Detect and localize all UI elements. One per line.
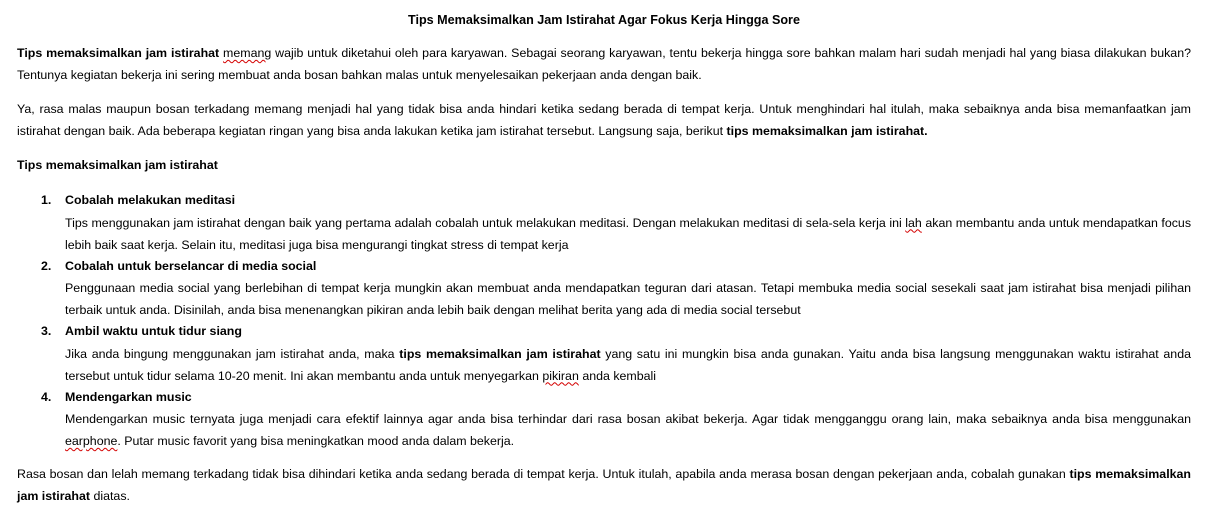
closing-text: Rasa bosan dan lelah memang terkadang tidak bisa dihindari ketika anda sedang berada di tempat kerja. Untuk itulah, apabila anda merasa bosan dengan pekerjaan anda, cobalah gunakan <box>17 467 1066 481</box>
list-item <box>41 321 1191 387</box>
list-item-title: Cobalah untuk berselancar di media social <box>65 258 317 273</box>
list-item-text: Jika anda bingung menggunakan jam istirahat anda, maka <box>65 346 395 361</box>
second-paragraph <box>17 99 1191 142</box>
list-item-number: 3. <box>41 324 52 338</box>
second-paragraph-text: Ya, rasa malas maupun bosan terkadang memang menjadi hal yang tidak bisa anda hindari ketika sedang berada di tempat kerja. Untuk menghindari hal itulah, maka sebaiknya anda bisa memanfaatkan jam istirahat dengan baik. Ada beberapa kegiatan ringan yang bisa anda lakukan ketika jam istirahat tersebut. Langsung saja, berikut <box>17 102 1191 138</box>
list-item-text: Mendengarkan music ternyata juga menjadi cara efektif lainnya agar anda bisa terhindar dari rasa bosan akibat bekerja. Agar tidak mengganggu orang lain, maka sebaiknya anda bisa menggunakan <box>65 412 1191 426</box>
document-title: Tips Memaksimalkan Jam Istirahat Agar Fokus Kerja Hingga Sore <box>408 13 800 27</box>
list-item-body: Penggunaan media social yang berlebihan di tempat kerja mungkin akan membuat anda mendapatkan teguran dari atasan. Tetapi membuka media social sesekali saat jam istirahat bisa menjadi pilihan terbaik untuk anda. Disinilah, anda bisa menenangkan pikiran anda lebih baik dengan melihat berita yang ada di media social tersebut <box>65 281 1191 317</box>
tips-list <box>17 190 1191 452</box>
list-item-body <box>65 212 1191 256</box>
closing-paragraph <box>17 464 1191 507</box>
list-item <box>41 256 1191 322</box>
list-item-text: akan membantu anda untuk mendapatkan focus lebih baik saat kerja. Selain itu, meditasi juga bisa mengurangi tingkat stress di tempat kerja <box>65 215 1192 252</box>
list-item <box>41 190 1192 256</box>
section-heading: Tips memaksimalkan jam istirahat <box>17 158 218 172</box>
list-item-body <box>65 343 1191 387</box>
list-item-text: anda kembali <box>582 368 657 383</box>
spellcheck-word[interactable]: memang <box>223 46 272 60</box>
list-item-title: Cobalah melakukan meditasi <box>65 193 236 207</box>
list-item-number: 2. <box>41 258 52 273</box>
list-item-title: Ambil waktu untuk tidur siang <box>65 324 242 338</box>
list-item <box>41 387 1191 453</box>
list-item-title: Mendengarkan music <box>65 389 192 404</box>
list-item-text: . Putar music favorit yang bisa meningkatkan mood anda dalam bekerja. <box>117 434 515 448</box>
intro-paragraph <box>17 43 1191 86</box>
list-item-body <box>65 408 1191 452</box>
list-item-text: Tips menggunakan jam istirahat dengan baik yang pertama adalah cobalah untuk melakukan meditasi. Dengan melakukan meditasi di sela-sela kerja ini <box>65 215 902 230</box>
list-item-bold: tips memaksimalkan jam istirahat <box>399 346 601 361</box>
spellcheck-word[interactable]: earphone <box>65 434 118 448</box>
spellcheck-word[interactable]: lah <box>905 215 922 230</box>
closing-end: diatas. <box>93 488 130 503</box>
intro-text: wajib untuk diketahui oleh para karyawan. Sebagai seorang karyawan, tentu bekerja hingga sore bahkan malam hari sudah menjadi hal yang biasa dilakukan bukan? Tentunya kegiatan bekerja ini sering membuat anda bosan bahkan malas untuk menyelesaikan pekerjaan anda dengan baik. <box>17 46 1191 82</box>
list-item-number: 4. <box>41 389 52 404</box>
second-paragraph-bold: tips memaksimalkan jam istirahat. <box>726 123 928 138</box>
closing-bold: tips memaksimalkan jam istirahat <box>17 467 1191 503</box>
intro-lead-bold: Tips memaksimalkan jam istirahat <box>17 46 220 60</box>
list-item-text: yang satu ini mungkin bisa anda gunakan. Yaitu anda bisa langsung menggunakan waktu istirahat anda tersebut untuk tidur selama 10-20 menit. Ini akan membantu anda untuk menyegarkan <box>65 346 1191 383</box>
spellcheck-word[interactable]: pikiran <box>542 368 579 383</box>
list-item-number: 1. <box>41 193 52 207</box>
